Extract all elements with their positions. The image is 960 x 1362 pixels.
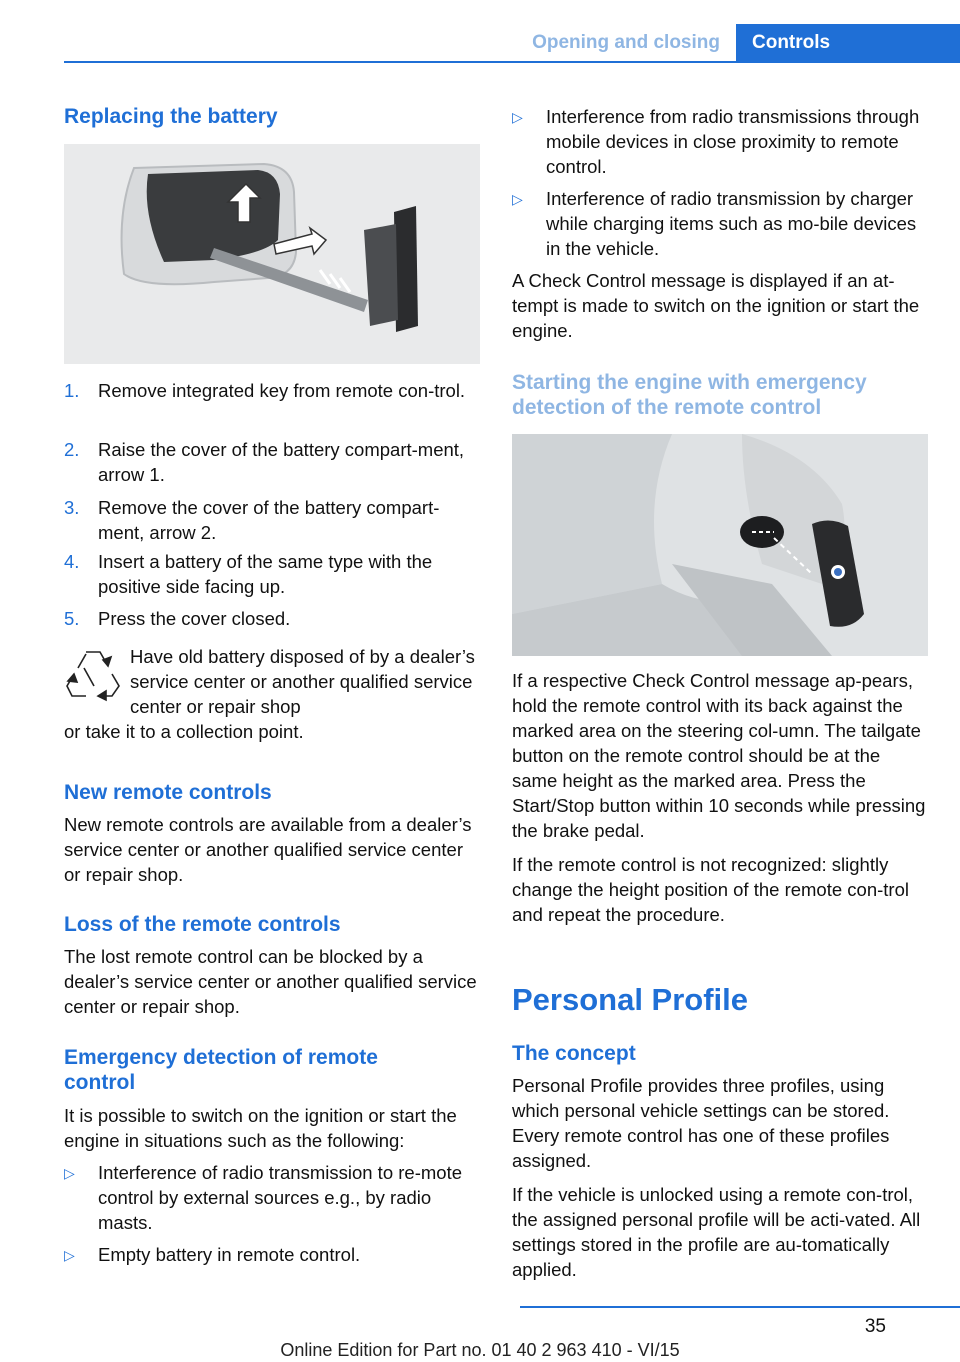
bullet-item: [64, 1242, 480, 1268]
step-text: Press the cover closed.: [98, 608, 291, 629]
step-text: Remove integrated key from remote con‐trol.: [98, 380, 466, 401]
battery-replacement-figure: [64, 144, 480, 364]
step-5: [64, 606, 480, 631]
check-control-text: A Check Control message is displayed if an at‐tempt is made to switch on the ignition or start the engine.: [512, 270, 920, 341]
starting-engine-heading: Starting the engine with emergency detection of the remote control: [512, 371, 867, 419]
bullet-item: [512, 104, 928, 179]
loss-text: The lost remote control can be blocked by a dealer’s service center or another qualified service center or repair shop.: [64, 946, 477, 1017]
replacing-battery-heading: Replacing the battery: [64, 105, 278, 128]
not-recognized-text: If the remote control is not recognized: slightly change the height position of the remote con‐trol and repeat the procedure.: [512, 854, 909, 925]
bullet-text: Interference of radio transmission by charger while charging items such as mo‐bile devices in the vehicle.: [546, 188, 917, 259]
concept-text: Personal Profile provides three profiles, using which personal vehicle settings can be stored. Every remote control has one of these profiles assigned.: [512, 1075, 890, 1171]
unlock-profile-text: If the vehicle is unlocked using a remote con‐trol, the assigned personal profile will be acti‐vated. All settings stored in the profile are au‐tomatically applied.: [512, 1184, 921, 1280]
edition-footer: Online Edition for Part no. 01 40 2 963 410 - VI/15: [280, 1340, 680, 1360]
bullet-text: Interference from radio transmissions through mobile devices in close proximity to remote control.: [546, 106, 920, 177]
header-tabs: [532, 24, 960, 62]
chapter-tab[interactable]: Controls: [736, 24, 960, 62]
recycle-note: Have old battery disposed of by a dealer’s service center or another qualified service center or repair shop: [130, 646, 475, 717]
page-number: 35: [864, 1316, 886, 1337]
step-text: Remove the cover of the battery compart‐ment, arrow 2.: [98, 497, 440, 543]
bullet-text: Empty battery in remote control.: [98, 1244, 361, 1265]
emergency-detection-text: It is possible to switch on the ignition or start the engine in situations such as the following:: [64, 1105, 457, 1151]
step-number: 2.: [64, 439, 80, 460]
step-2: [64, 437, 480, 487]
triangle-bullet-icon: ▷: [512, 109, 523, 125]
recycle-note-continued: or take it to a collection point.: [64, 721, 304, 742]
step-4: [64, 549, 480, 599]
triangle-bullet-icon: ▷: [64, 1165, 75, 1181]
step-number: 1.: [64, 380, 80, 401]
step-number: 4.: [64, 551, 80, 572]
hold-remote-text: If a respective Check Control message ap‐pears, hold the remote control with its back against the marked area on the steering col‐umn. The tailgate button on the remote control should be at the same height as the marked area. Press the Start/Stop button within 10 seconds while pressing the brake pedal.: [512, 670, 926, 841]
loss-heading: Loss of the remote controls: [64, 913, 341, 936]
concept-heading: The concept: [512, 1042, 636, 1065]
recycle-icon: [64, 646, 122, 702]
emergency-detection-heading: Emergency detection of remote control: [64, 1046, 378, 1094]
bullet-item: [512, 186, 928, 261]
section-tab[interactable]: Opening and closing: [532, 32, 720, 53]
bullet-item: [64, 1160, 480, 1235]
new-remote-controls-heading: New remote controls: [64, 781, 272, 804]
step-number: 5.: [64, 608, 80, 629]
step-3: [64, 495, 480, 545]
steering-column-figure: [512, 434, 928, 656]
bullet-text: Interference of radio transmission to re‐mote control by external sources e.g., by radio masts.: [98, 1162, 462, 1233]
triangle-bullet-icon: ▷: [64, 1247, 75, 1263]
step-1: [64, 378, 480, 403]
step-number: 3.: [64, 497, 80, 518]
personal-profile-heading: Personal Profile: [512, 982, 749, 1017]
step-text: Insert a battery of the same type with the positive side facing up.: [98, 551, 433, 597]
footer-rule: [520, 1306, 960, 1308]
header-rule: [64, 61, 960, 63]
triangle-bullet-icon: ▷: [512, 191, 523, 207]
step-text: Raise the cover of the battery compart‐ment, arrow 1.: [98, 439, 465, 485]
new-remote-controls-text: New remote controls are available from a dealer’s service center or another qualified service center or repair shop.: [64, 814, 472, 885]
